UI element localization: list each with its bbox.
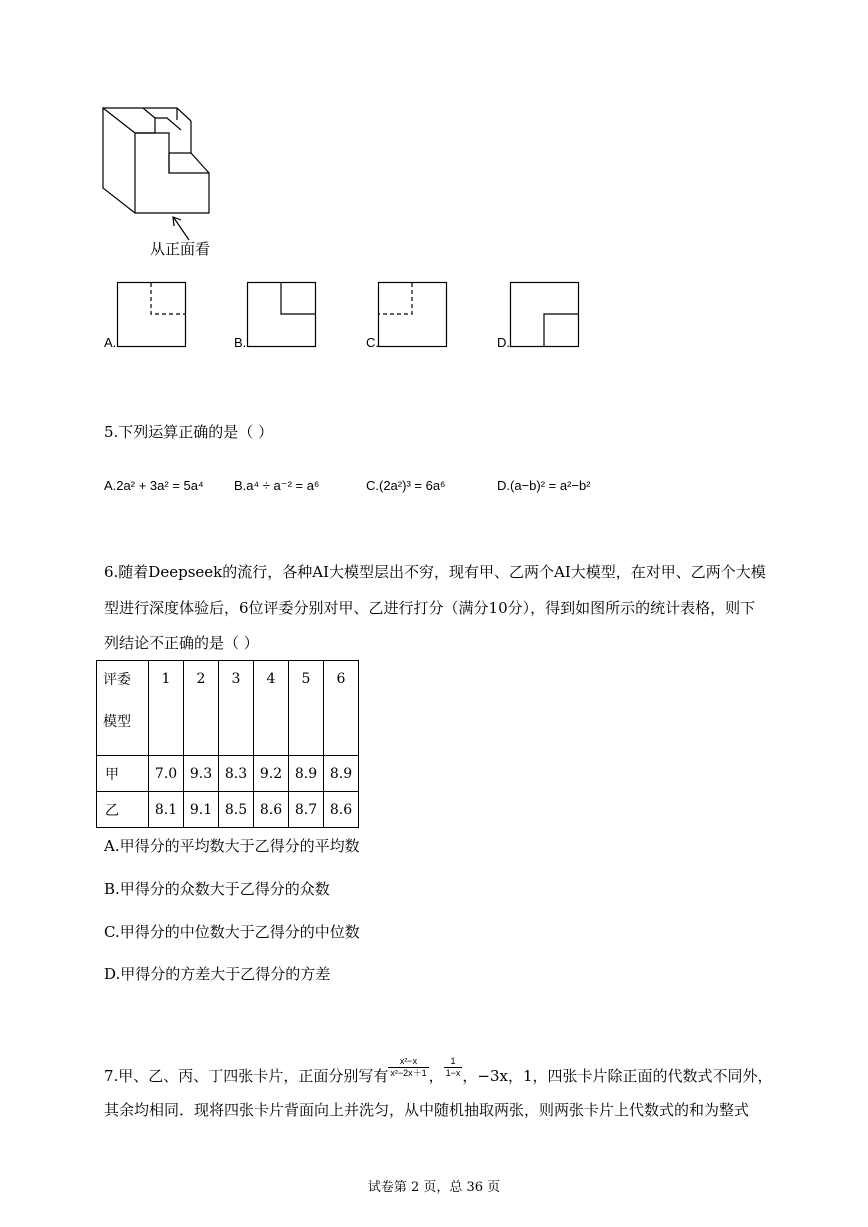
question-6-line-1: 6.随着Deepseek的流行，各种AI大模型层出不穷，现有甲、乙两个AI大模型，在对甲、乙两个大模 — [104, 563, 766, 581]
score-table — [96, 660, 359, 828]
score-cell: 8.9 — [324, 756, 359, 792]
figure-option-b — [247, 282, 317, 348]
score-cell: 9.1 — [184, 792, 219, 828]
model-name: 乙 — [97, 792, 149, 828]
score-cell: 9.2 — [254, 756, 289, 792]
score-cell: 8.3 — [219, 756, 254, 792]
figure-option-d-label: D. — [497, 335, 510, 350]
figure-option-c-label: C. — [366, 335, 379, 350]
judge-header-5: 5 — [289, 661, 324, 756]
judge-header-1: 1 — [149, 661, 184, 756]
figure-option-b-label: B. — [234, 335, 247, 350]
question-7-prefix: 7.甲、乙、丙、丁四张卡片，正面分别写有 — [104, 1067, 389, 1085]
judge-header-2: 2 — [184, 661, 219, 756]
question-7-line-1 — [104, 1055, 773, 1092]
question-6-line-2: 型进行深度体验后，6位评委分别对甲、乙进行打分（满分10分），得到如图所示的统计表格，则下 — [104, 599, 756, 617]
fraction-2-numerator: 1 — [444, 1056, 463, 1068]
fraction-1-numerator: x²−x — [388, 1056, 428, 1068]
table-row — [97, 792, 359, 828]
table-row — [97, 756, 359, 792]
score-cell: 8.7 — [289, 792, 324, 828]
fraction-2 — [444, 1056, 463, 1079]
page-footer: 试卷第 2 页，总 36 页 — [367, 1180, 501, 1195]
score-cell: 8.6 — [254, 792, 289, 828]
question-6-option-d: D.甲得分的方差大于乙得分的方差 — [104, 965, 331, 983]
question-7-suffix: ，−3x，1，四张卡片除正面的代数式不同外， — [462, 1067, 773, 1085]
fraction-1 — [388, 1056, 428, 1079]
question-7-separator: ， — [428, 1067, 444, 1085]
question-6-option-c: C.甲得分的中位数大于乙得分的中位数 — [104, 923, 360, 941]
table-corner-cell — [97, 661, 149, 756]
question-5-option-d: D.(a−b)² = a²−b² — [497, 478, 591, 493]
question-5-option-b: B.a⁴ ÷ a⁻² = a⁶ — [234, 478, 320, 493]
figure-option-a-label: A. — [104, 335, 117, 350]
score-cell: 8.6 — [324, 792, 359, 828]
question-6-option-b: B.甲得分的众数大于乙得分的众数 — [104, 880, 330, 898]
score-cell: 8.1 — [149, 792, 184, 828]
corner-bottom-label: 模型 — [103, 714, 131, 730]
fraction-1-denominator: x²−2x＋1 — [390, 1067, 427, 1078]
figure-option-d — [510, 282, 580, 348]
score-cell: 8.9 — [289, 756, 324, 792]
model-name: 甲 — [97, 756, 149, 792]
judge-header-6: 6 — [324, 661, 359, 756]
figure-option-a — [117, 282, 187, 348]
fraction-2-denominator: 1−x — [445, 1067, 461, 1078]
solid-figure — [95, 100, 225, 240]
question-5-option-a: A.2a² + 3a² = 5a⁴ — [104, 478, 204, 493]
judge-header-4: 4 — [254, 661, 289, 756]
view-direction-label: 从正面看 — [150, 241, 211, 258]
figure-option-c — [378, 282, 448, 348]
question-5-stem: 5.下列运算正确的是（ ） — [104, 423, 274, 441]
score-cell: 7.0 — [149, 756, 184, 792]
corner-top-label: 评委 — [103, 672, 131, 688]
question-6-option-a: A.甲得分的平均数大于乙得分的平均数 — [104, 837, 360, 855]
question-5-option-c: C.(2a²)³ = 6a⁶ — [366, 478, 446, 493]
judge-header-3: 3 — [219, 661, 254, 756]
score-cell: 9.3 — [184, 756, 219, 792]
question-6-line-3: 列结论不正确的是（ ） — [104, 634, 259, 652]
score-cell: 8.5 — [219, 792, 254, 828]
question-7-line-2: 其余均相同．现将四张卡片背面向上并洗匀，从中随机抽取两张，则两张卡片上代数式的和为整式 — [104, 1101, 750, 1119]
